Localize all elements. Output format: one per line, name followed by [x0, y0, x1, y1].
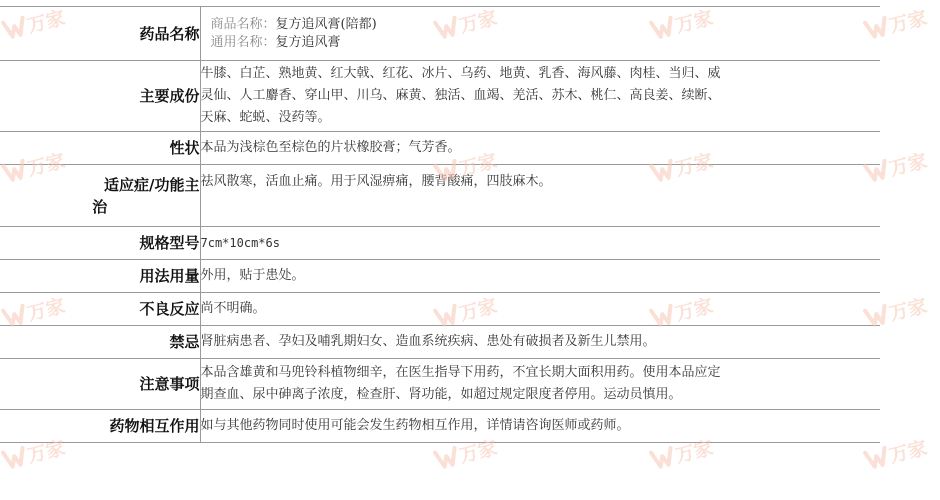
svg-text:万家: 万家	[673, 436, 716, 468]
generic-name-value: 复方追风膏	[275, 34, 341, 50]
value-spec: 7cm*10cm*6s	[200, 227, 880, 260]
value-properties: 本品为浅棕色至棕色的片状橡胶膏；气芳香。	[200, 132, 880, 165]
row-interactions	[0, 410, 880, 443]
label-indications-line-1: 适应症/功能主	[104, 175, 200, 194]
ingredients-line-3: 天麻、蛇蜕、没药等。	[200, 110, 331, 125]
label-precautions: 注意事项	[0, 359, 200, 410]
label-ingredients: 主要成份	[0, 61, 200, 132]
svg-text:万家: 万家	[887, 149, 930, 181]
trade-name-line	[211, 16, 881, 34]
label-spec: 规格型号	[0, 227, 200, 260]
label-usage: 用法用量	[0, 260, 200, 293]
svg-text:万家: 万家	[457, 6, 500, 38]
value-usage: 外用，贴于患处。	[200, 260, 880, 293]
svg-text:万家: 万家	[25, 436, 68, 468]
row-ingredients	[0, 61, 880, 132]
row-properties	[0, 132, 880, 165]
label-interactions: 药物相互作用	[0, 410, 200, 443]
svg-text:万家: 万家	[887, 6, 930, 38]
row-spec	[0, 227, 880, 260]
row-usage	[0, 260, 880, 293]
svg-text:万家: 万家	[457, 149, 500, 181]
svg-text:万家: 万家	[25, 149, 68, 181]
value-contraindications: 肾脏病患者、孕妇及哺乳期妇女、造血系统疾病、患处有破损者及新生儿禁用。	[200, 326, 880, 359]
ingredients-line-1: 牛膝、白芷、熟地黄、红大戟、红花、冰片、乌药、地黄、乳香、海风藤、肉桂、当归、威	[200, 66, 721, 81]
drug-info-table	[0, 6, 880, 443]
value-interactions: 如与其他药物同时使用可能会发生药物相互作用，详情请咨询医师或药师。	[200, 410, 880, 443]
svg-text:万家: 万家	[457, 294, 500, 326]
svg-text:万家: 万家	[25, 294, 68, 326]
row-adverse-reactions	[0, 293, 880, 326]
value-ingredients	[200, 61, 880, 132]
label-contraindications: 禁忌	[0, 326, 200, 359]
svg-text:万家: 万家	[673, 6, 716, 38]
svg-text:万家: 万家	[673, 294, 716, 326]
label-properties: 性状	[0, 132, 200, 165]
svg-text:万家: 万家	[673, 149, 716, 181]
precautions-line-2: 期查血、尿中砷离子浓度，检查肝、肾功能，如超过规定限度者停用。运动员慎用。	[200, 387, 682, 402]
precautions-line-1: 本品含雄黄和马兜铃科植物细辛，在医生指导下用药，不宜长期大面积用药。使用本品应定	[200, 365, 721, 380]
svg-text:万家: 万家	[25, 6, 68, 38]
row-drug-name	[0, 7, 880, 61]
svg-text:万家: 万家	[887, 436, 930, 468]
ingredients-line-2: 灵仙、人工麝香、穿山甲、川乌、麻黄、独活、血竭、羌活、苏木、桃仁、高良姜、续断、	[200, 88, 721, 103]
svg-text:万家: 万家	[887, 294, 930, 326]
generic-name-line	[211, 34, 881, 52]
value-drug-name	[200, 7, 880, 61]
value-precautions	[200, 359, 880, 410]
label-drug-name: 药品名称	[0, 7, 200, 61]
generic-name-key: 通用名称：	[210, 34, 276, 50]
trade-name-value: 复方追风膏(陪都)	[275, 16, 377, 32]
row-contraindications	[0, 326, 880, 359]
label-adverse-reactions: 不良反应	[0, 293, 200, 326]
value-indications: 祛风散寒，活血止痛。用于风湿痹痛，腰背酸痛，四肢麻木。	[200, 165, 880, 227]
row-precautions	[0, 359, 880, 410]
row-indications	[0, 165, 880, 227]
value-adverse-reactions: 尚不明确。	[200, 293, 880, 326]
trade-name-key: 商品名称：	[210, 16, 276, 32]
svg-text:万家: 万家	[457, 436, 500, 468]
label-indications-line-2: 治	[92, 197, 108, 216]
label-indications	[0, 165, 200, 227]
